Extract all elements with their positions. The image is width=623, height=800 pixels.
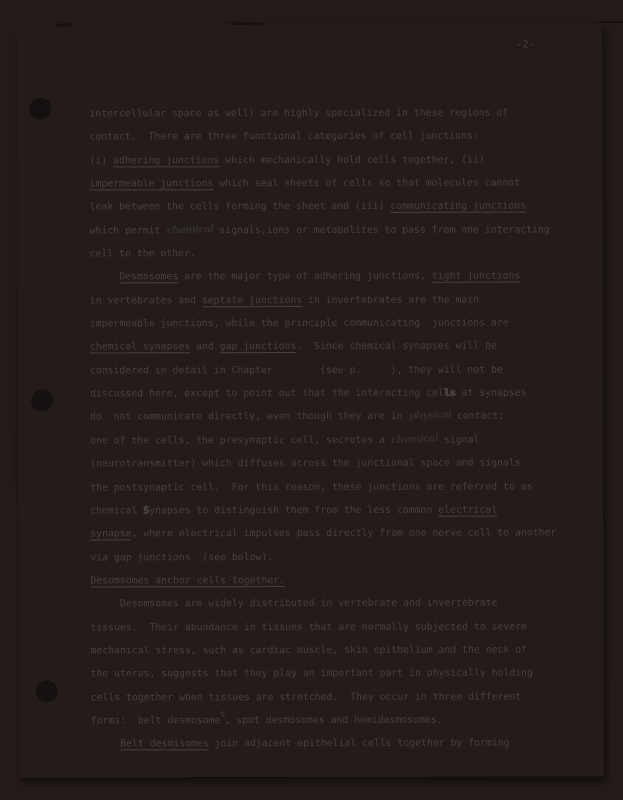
text-line [90,428,556,452]
hole-punch [31,390,53,412]
handwritten-correction: chemical [166,222,214,237]
text-line [90,405,556,429]
text-line [91,662,557,686]
text-segment: which permit [89,225,167,237]
text-segment [91,739,121,750]
text-line [89,148,555,172]
document-text [89,101,556,756]
text-segment [90,272,120,283]
text-segment: contact; [450,411,505,423]
text-segment: (neurotransmitter) which diffuses across the junctional space and signals [90,457,521,470]
text-line [90,638,556,662]
text-segment: tight junctions [431,270,521,283]
text-line [91,732,557,756]
text-segment: the uterus, suggests that they play an important part in physically holding [90,667,533,680]
text-segment: S [143,505,150,517]
text-segment: one of the cells, the presynaptic cell, secretes a [90,434,391,447]
text-segment: Desmosomes [119,271,179,283]
text-line [90,498,556,522]
text-segment: chemical [90,505,144,517]
scan-edge-smudge [55,23,72,27]
text-segment: , where electrical impulses pass directly from one nerve cell to another [131,527,557,540]
text-line [89,125,555,149]
text-segment: impermeable junctions [89,178,214,190]
hole-punch [29,98,51,120]
text-segment: do not communicate directly, even though they are in [90,411,409,423]
text-segment: considered in detail in Chapter (see p. ), they will not be [89,364,503,377]
text-segment: at synapses [455,387,527,399]
text-segment: which mechanically hold cells together, (ii) [219,154,485,166]
text-line [90,358,556,382]
handwritten-correction: physical [408,408,452,423]
text-segment: in vertebrates and [89,294,202,307]
text-segment: in invertebrates are the main [302,294,480,306]
text-segment: intercellular space as well) are highly specialized in these regions of [89,107,509,120]
text-line [90,452,556,476]
text-segment: signals,ions or metabolites to pass from one interacting [213,224,550,236]
text-line [90,312,556,336]
text-line [90,568,556,592]
text-segment: discussed here, except to point out that the interacting cel [89,387,444,400]
text-segment: , spot desmosomes and hemidesmosomes. [224,714,443,727]
text-segment: s [220,709,226,720]
text-line [90,382,556,406]
text-segment: Desomsomes are widely distributed in vertebrate and invertebrate [90,597,498,610]
text-line [90,218,556,242]
text-segment: cells together when tissues are stretched. They occur in three different [90,691,522,704]
text-segment: leak between the cells forming the sheet and (iii) [89,201,391,213]
text-segment: signal [438,434,480,446]
text-segment: gap junctions [219,341,297,353]
text-line [90,172,556,196]
text-segment: septate junctions [201,294,303,306]
text-segment: Desomsomes anchor cells together. [90,574,286,587]
text-line [90,522,556,546]
text-segment: . Since chemical synapses will be [296,341,497,353]
text-line [91,685,557,709]
text-segment: the postsynaptic cell. For this reason, these junctions are referred to as [90,481,533,493]
text-line [90,335,556,359]
document-page [17,23,604,777]
text-line [90,265,556,289]
text-segment: via gap junctions (see below). [90,551,274,563]
text-segment: ynapses to distinguish them from the less common [149,504,439,517]
text-line [90,615,556,639]
text-segment: communicating junctions [390,200,527,213]
text-segment: mechanical stress, such as cardiac muscle, skin epithelium and the neck of [90,644,528,657]
text-segment: cell to the other. [89,248,196,260]
text-line [90,242,556,266]
text-line [90,545,556,569]
text-segment: synapse [90,528,132,540]
text-segment: impermeable junctions, while the principle communicating junctions are [89,317,509,330]
text-line [91,708,557,732]
text-segment: chemical synapses [89,341,191,353]
text-segment: electrical [438,504,498,516]
text-segment: forms: belt desmosome [90,715,221,727]
text-line [90,475,556,499]
text-segment: adhering junctions [113,154,220,167]
text-segment: and [190,341,220,353]
background-crease-line [599,21,623,23]
text-segment: join adjacent epithelial cells together by forming [208,737,510,750]
handwritten-correction: chemical [390,432,439,446]
hole-punch [36,681,58,703]
text-segment: tissues. Their abundance in tissues that are normally subjected to severe [90,621,527,634]
text-segment: ls [443,387,456,399]
text-line [90,592,556,616]
text-segment: which seal sheets of cells so that molecules cannot [213,177,521,190]
text-line [90,195,556,219]
text-line [89,101,555,125]
scan-edge-smudge [231,22,263,25]
stray-pen-mark: ' [63,38,71,49]
text-line [90,288,556,312]
text-segment: contact. There are three functional categories of cell junctions: [89,130,479,143]
page-number: -2- [516,39,536,51]
text-segment: are the major type of adhering junctions, [178,271,432,283]
text-segment: Belt desmisomes [120,738,209,750]
text-segment: (i) [89,155,114,167]
